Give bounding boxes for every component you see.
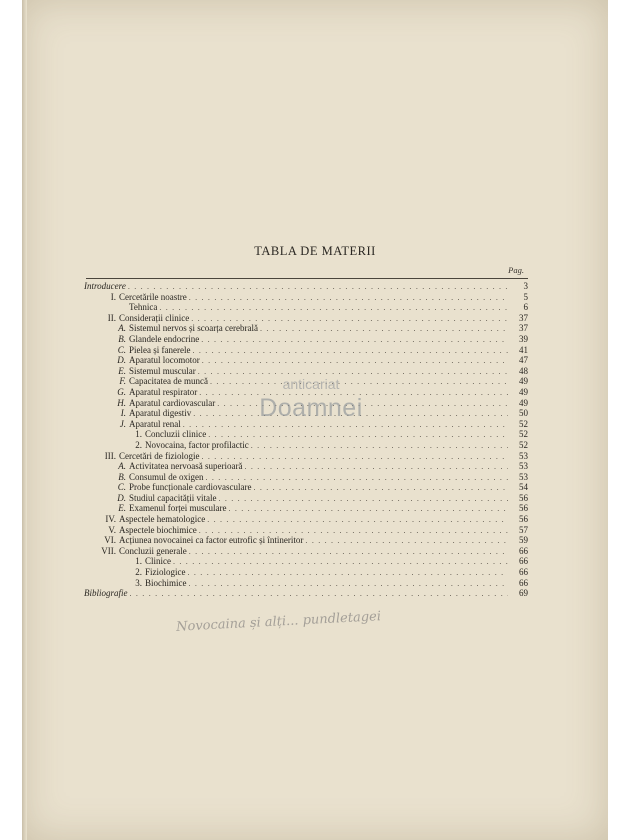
toc-entry-page: 37 (519, 312, 528, 323)
toc-entry (84, 493, 528, 504)
toc-entry-number: IV. (105, 514, 116, 525)
toc-entry-number: C. (117, 482, 126, 493)
toc-entry (84, 355, 528, 366)
toc-entry-label: Glandele endocrine (129, 333, 200, 344)
leader-dots (159, 303, 508, 314)
toc-entry-page: 53 (519, 471, 528, 482)
toc-entry-page: 66 (519, 577, 528, 588)
toc-entry-number: VII. (101, 545, 116, 556)
leader-dots (260, 324, 508, 335)
watermark-line1: anticariat (282, 376, 340, 392)
toc-entry (84, 514, 528, 525)
toc-entry-page: 52 (519, 439, 528, 450)
toc-entry-label: Aspectele biochimice (119, 524, 197, 535)
toc-entry-label: Aparatul digestiv (129, 408, 192, 419)
toc-entry-number: B. (118, 333, 126, 344)
leader-dots (202, 356, 508, 367)
toc-entry (84, 578, 528, 589)
toc-entry-label: Aspectele hematologice (119, 514, 206, 525)
toc-entry-number: C. (117, 344, 126, 355)
toc-entry (84, 525, 528, 536)
toc-entry (84, 366, 528, 377)
toc-entry-number: I. (110, 291, 116, 302)
toc-entry-page: 47 (519, 355, 528, 366)
toc-entry-page: 53 (519, 461, 528, 472)
watermark-logo (236, 376, 386, 448)
toc-entry-page: 41 (519, 344, 528, 355)
toc-entry-label: Cercetările noastre (119, 291, 187, 302)
page-binding-edge (22, 0, 27, 840)
toc-entry-page: 66 (519, 545, 528, 556)
toc-entry-page: 39 (519, 333, 528, 344)
toc-entry (84, 313, 528, 324)
toc-entry (84, 292, 528, 303)
toc-entry-label: Aparatul locomotor (129, 355, 200, 366)
toc-entry-number: 1. (135, 556, 142, 567)
leader-dots (228, 504, 508, 515)
toc-entry (84, 556, 528, 567)
toc-entry (84, 323, 528, 334)
toc-entry-page: 5 (523, 291, 528, 302)
toc-entry-number: H. (117, 397, 126, 408)
header-rule (86, 278, 528, 279)
toc-entry-page: 56 (519, 492, 528, 503)
toc-entry-page: 6 (523, 302, 528, 313)
toc-entry-label: Aparatul cardiovascular (129, 397, 216, 408)
toc-entry-number: J. (119, 418, 126, 429)
toc-entry-number: E. (118, 503, 126, 514)
leader-dots (207, 515, 508, 526)
toc-entry-number: D. (117, 355, 126, 366)
toc-entry-page: 53 (519, 450, 528, 461)
toc-entry-page: 59 (519, 535, 528, 546)
toc-entry (84, 281, 528, 292)
toc-entry-label: Introducere (84, 281, 126, 291)
toc-entry-label: Capacitatea de muncă (129, 376, 208, 387)
toc-entry-page: 69 (519, 588, 528, 599)
watermark-line2: Doamnei (259, 394, 363, 422)
toc-entry-number: F. (119, 376, 126, 387)
toc-entry-page: 37 (519, 323, 528, 334)
toc-entry-label: Probe funcționale cardiovasculare (129, 482, 252, 493)
toc-entry-number: 3. (135, 577, 142, 588)
toc-entry-page: 57 (519, 524, 528, 535)
toc-entry-number: A. (118, 461, 126, 472)
toc-entry (84, 588, 528, 599)
leader-dots (201, 452, 508, 463)
page-title: TABLA DE MATERII (254, 244, 376, 258)
toc-entry (84, 345, 528, 356)
toc-entry (84, 535, 528, 546)
toc-entry-page: 49 (519, 386, 528, 397)
toc-entry-label: Aparatul renal (129, 418, 181, 429)
toc-entry-label: Considerații clinice (119, 312, 190, 323)
toc-entry-label: Acțiunea novocainei ca factor eutrofic și întineritor (119, 535, 304, 546)
page-column-header: Pag. (508, 265, 524, 275)
leader-dots (192, 346, 508, 357)
toc-entry-label: Cercetări de fiziologie (119, 450, 200, 461)
toc-entry (84, 461, 528, 472)
toc-entry-number: 2. (135, 439, 142, 450)
leader-dots (189, 547, 508, 558)
toc-entry-number: 1. (135, 429, 142, 440)
toc-entry-label: Tehnica (129, 302, 158, 313)
toc-entry-number: II. (107, 312, 116, 323)
toc-entry-number: E. (118, 365, 126, 376)
toc-entry-label: Sistemul muscular (129, 365, 196, 376)
toc-entry-label: Consumul de oxigen (129, 471, 204, 482)
toc-entry-number: III. (104, 450, 116, 461)
leader-dots (189, 293, 508, 304)
toc-entry-page: 49 (519, 376, 528, 387)
toc-entry (84, 567, 528, 578)
toc-entry-page: 56 (519, 503, 528, 514)
leader-dots (253, 483, 508, 494)
toc-entry-page: 50 (519, 408, 528, 419)
toc-entry (84, 546, 528, 557)
toc-entry-page: 54 (519, 482, 528, 493)
toc-entry-page: 48 (519, 365, 528, 376)
toc-entry-label: Aparatul respirator (129, 386, 198, 397)
toc-entry-label: Pielea și fanerele (129, 344, 191, 355)
toc-entry-label: Fiziologice (145, 567, 186, 578)
leader-dots (188, 568, 509, 579)
toc-entry-page: 49 (519, 397, 528, 408)
leader-dots (189, 579, 509, 590)
toc-entry-label: Novocaina, factor profilactic (145, 439, 249, 450)
toc-entry-label: Activitatea nervoasă superioară (129, 461, 243, 472)
toc-entry-number: A. (118, 323, 126, 334)
toc-entry-number: VI. (104, 535, 116, 546)
toc-entry (84, 334, 528, 345)
toc-entry-number: V. (108, 524, 116, 535)
leader-dots (173, 557, 508, 568)
toc-entry-page: 3 (523, 281, 528, 291)
handwritten-note: Novocaina și alți... pundletagei (175, 609, 382, 635)
toc-entry (84, 451, 528, 462)
toc-entry (84, 302, 528, 313)
toc-entry-label: Biochimice (145, 577, 187, 588)
leader-dots (244, 462, 508, 473)
leader-dots (218, 494, 508, 505)
toc-entry-label: Concluzii generale (119, 545, 187, 556)
leader-dots (130, 589, 509, 600)
toc-entry-page: 56 (519, 514, 528, 525)
toc-entry-number: I. (120, 408, 126, 419)
toc-entry-page: 66 (519, 567, 528, 578)
toc-entry-label: Sistemul nervos și scoarța cerebrală (129, 323, 258, 334)
toc-entry-label: Examenul forței musculare (129, 503, 227, 514)
toc-entry-number: D. (117, 492, 126, 503)
toc-entry-number: G. (117, 386, 126, 397)
toc-entry-label: Bibliografie (84, 588, 128, 599)
toc-entry-number: 2. (135, 567, 142, 578)
toc-entry (84, 472, 528, 483)
toc-entry-page: 52 (519, 418, 528, 429)
toc-entry (84, 503, 528, 514)
leader-dots (201, 335, 508, 346)
toc-entry-page: 52 (519, 429, 528, 440)
toc-entry (84, 482, 528, 493)
toc-entry-page: 66 (519, 556, 528, 567)
toc-entry-label: Concluzii clinice (145, 429, 207, 440)
toc-entry-label: Clinice (145, 556, 171, 567)
toc-entry-label: Studiul capacității vitale (129, 492, 217, 503)
leader-dots (305, 536, 508, 547)
toc-entry-number: B. (118, 471, 126, 482)
